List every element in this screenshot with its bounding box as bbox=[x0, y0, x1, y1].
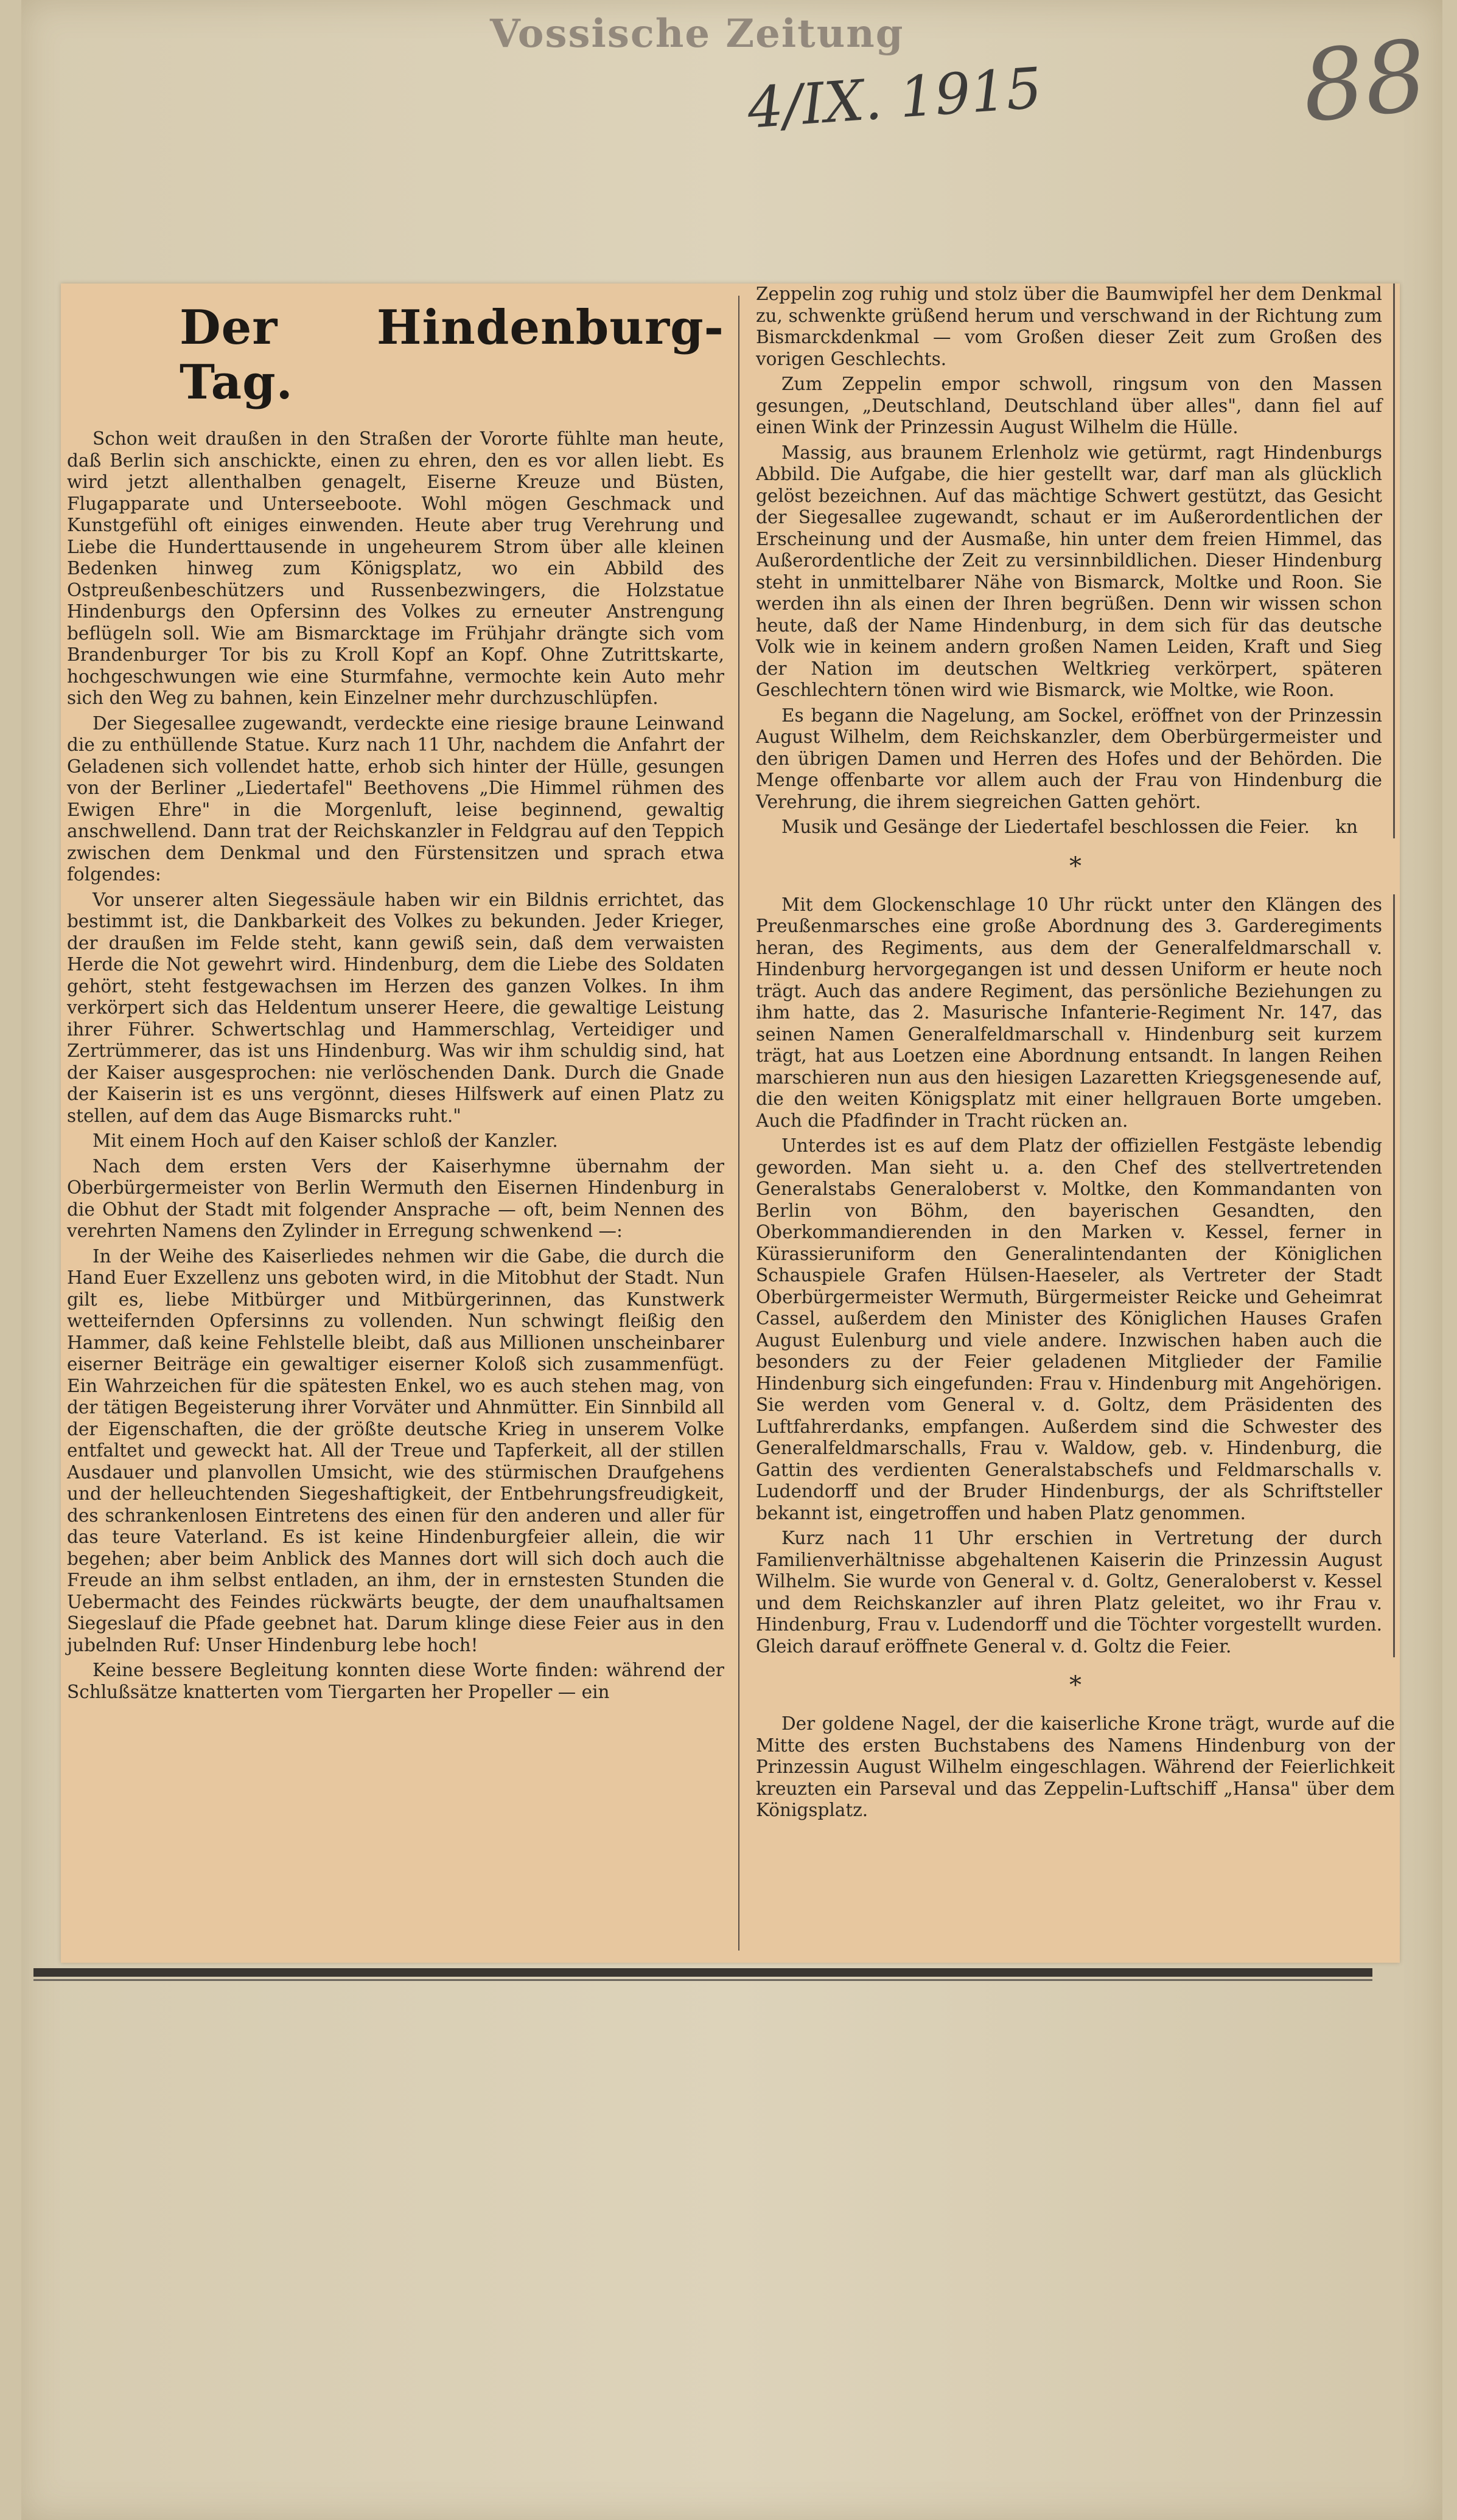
paragraph: Es begann die Nagelung, am Sockel, eröffnet von der Prinzessin August Wilhelm, dem Reichskanzler, dem Oberbürgermeister und den übrigen Damen und Herren des Hofes und der Behörden. Die Menge offenbarte vor allem auch der Frau von Hindenburg die Verehrung, die ihrem siegreichen Gatten gehört. bbox=[756, 705, 1382, 812]
paragraph: Zum Zeppelin empor schwoll, ringsum von den Massen gesungen, „Deutschland, Deutschland über alles", dann fiel auf einen Wink der Prinzessin August Wilhelm die Hülle. bbox=[756, 374, 1382, 437]
right-column bbox=[756, 284, 1395, 1957]
paragraph: Mit dem Glockenschlage 10 Uhr rückt unter den Klängen des Preußenmarsches eine große Abordnung des 3. Garderegiments heran, des Regiments, aus dem der Generalfeldmarschall v. Hindenburg hervorgegangen ist und dessen Uniform er heute noch trägt. Auch das andere Regiment, das persönliche Beziehungen zu ihm hatte, das 2. Masurische Infanterie-Regiment Nr. 147, das seinen Namen Generalfeldmarschall v. Hindenburg seit kurzem trägt, hat aus Loetzen eine Abordnung entsandt. In langen Reihen marschieren nun aus den hiesigen Lazaretten Kriegsgenesende auf, die den weiten Königsplatz mit einer hellgrauen Borte umgeben. Auch die Pfadfinder in Tracht rücken an. bbox=[756, 894, 1382, 1131]
right-block-continuation bbox=[756, 284, 1395, 838]
clipping-bottom-rule bbox=[33, 1968, 1372, 1977]
paragraph: Zeppelin zog ruhig und stolz über die Baumwipfel her dem Denkmal zu, schwenkte grüßend herum und verschwand in der Richtung zum Bismarckdenkmal — vom Großen dieser Zeit zum Großen des vorigen Geschlechts. bbox=[756, 284, 1382, 369]
section-separator: * bbox=[1069, 852, 1081, 880]
right-block-report bbox=[756, 894, 1395, 1658]
paragraph: Der Siegesallee zugewandt, verdeckte eine riesige braune Leinwand die zu enthüllende Statue. Kurz nach 11 Uhr, nachdem die Anfahrt der Geladenen sich vollendet hatte, erhob sich hinter der Hülle, gesungen von der Berliner „Liedertafel" Beethovens „Die Himmel rühmen des Ewigen Ehre" in die Morgenluft, leise beginnend, gewaltig anschwellend. Dann trat der Reichskanzler in Feldgrau auf den Teppich zwischen dem Denkmal und den Fürstensitzen und sprach etwa folgendes: bbox=[67, 712, 724, 885]
paragraph: Massig, aus braunem Erlenholz wie getürmt, ragt Hindenburgs Abbild. Die Aufgabe, die hier gestellt war, darf man als glücklich gelöst bezeichnen. Auf das mächtige Schwert gestützt, das Gesicht der Siegesallee zugewandt, schaut er im Außerordentlichen der Erscheinung und der Ausmaße, hin unter dem freien Himmel, das Außerordentliche der Zeit zu versinnbildlichen. Dieser Hindenburg steht in unmittelbarer Nähe von Bismarck, Moltke und Roon. Sie werden ihn als einen der Ihren begrüßen. Denn wir wissen schon heute, daß der Name Hindenburg, in dem sich für das deutsche Volk wie in keinem andern großen Namen Leiden, Kraft und Sieg der Nation im deutschen Weltkrieg verkörpert, späteren Geschlechtern tönen wird wie Bismarck, wie Moltke, wie Roon. bbox=[756, 442, 1382, 700]
newspaper-name-stamp: Vossische Zeitung bbox=[490, 11, 904, 57]
handwritten-date: 4/IX. 1915 bbox=[745, 55, 1044, 141]
right-block-closing bbox=[756, 1713, 1395, 1822]
paragraph: Nach dem ersten Vers der Kaiserhymne übernahm der Oberbürgermeister von Berlin Wermuth den Eisernen Hindenburg in die Obhut der Stadt mit folgender Ansprache — oft, beim Nennen des verehrten Namens den Zylinder in Erregung schwenkend —: bbox=[67, 1155, 724, 1241]
paragraph: In der Weihe des Kaiserliedes nehmen wir die Gabe, die durch die Hand Euer Exzellenz uns geboten wird, in die Mitobhut der Stadt. Nun gilt es, liebe Mitbürger und Mitbürgerinnen, das Kunstwerk wetteifernden Opfersinns zu vollenden. Nun schwingt fleißig den Hammer, daß keine Fehlstelle bleibt, daß aus Millionen unscheinbarer eiserner Beiträge ein gewaltiger eiserner Koloß sich zusammenfügt. Ein Wahrzeichen für die spätesten Enkel, wo es auch stehen mag, von der tätigen Begeisterung ihrer Vorväter und Ahnmütter. Ein Sinnbild all der Eigenschaften, die der größte deutsche Krieg in unserem Volke entfaltet und geweckt hat. All der Treue und Tapferkeit, all der stillen Ausdauer und planvollen Umsicht, wie des stürmischen Draufgehens und der helleuchtenden Siegeshaftigkeit, der Entbehrungsfreudigkeit, des schrankenlosen Eintretens des einen für den anderen und aller für das teure Vaterland. Es ist keine Hindenburgfeier allein, die wir begehen; aber beim Anblick des Mannes dort will sich doch auch die Freude an ihm selbst entladen, an ihm, der in ernstesten Stunden die Uebermacht des Feindes rückwärts beugte, der dem unaufhaltsamen Siegeslauf die Pfade geebnet hat. Darum klinge diese Feier aus in den jubelnden Ruf: Unser Hindenburg lebe hoch! bbox=[67, 1245, 724, 1655]
paragraph: Vor unserer alten Siegessäule haben wir ein Bildnis errichtet, das bestimmt ist, die Dankbarkeit des Volkes zu bekunden. Jeder Krieger, der draußen im Felde steht, kann gewiß sein, daß dem verwaisten Herde die Not gewehrt wird. Hindenburg, dem die Liebe des Soldaten gehört, steht festgewachsen im Herzen des ganzen Volkes. In ihm verkörpert sich das Heldentum unserer Heere, die gewaltige Leistung ihrer Führer. Schwertschlag und Hammerschlag, Verteidiger und Zertrümmerer, das ist uns Hindenburg. Was wir ihm schuldig sind, hat der Kaiser ausgesprochen: nie verlöschenden Dank. Durch die Gnade der Kaiserin ist es uns vergönnt, dieses Hilfswerk auf einen Platz zu stellen, auf dem das Auge Bismarcks ruht." bbox=[67, 889, 724, 1126]
left-column bbox=[67, 284, 724, 1957]
paragraph: Mit einem Hoch auf den Kaiser schloß der Kanzler. bbox=[93, 1130, 558, 1151]
paragraph: Unterdes ist es auf dem Platz der offiziellen Festgäste lebendig geworden. Man sieht u. a. den Chef des stellvertretenden Generalstabs Generaloberst v. Moltke, den Kommandanten von Berlin von Böhm, den bayerischen Gesandten, den Oberkommandierenden in den Marken v. Kessel, ferner in Kürassieruniform den Generalintendanten der Königlichen Schauspiele Grafen Hülsen-Haeseler, als Vertreter der Stadt Oberbürgermeister Wermuth, Bürgermeister Reicke und Geheimrat Cassel, außerdem den Minister des Königlichen Hauses Grafen August Eulenburg und viele andere. Inzwischen haben auch die besonders zu der Feier geladenen Mitglieder der Familie Hindenburg sich eingefunden: Frau v. Hindenburg mit Angehörigen. Sie werden vom General v. d. Goltz, dem Präsidenten des Luftfahrerdanks, empfangen. Außerdem sind die Schwester des Generalfeldmarschalls, Frau v. Waldow, geb. v. Hindenburg, die Gattin des verdienten Generalstabschefs und Feldmarschalls v. Ludendorff und der Bruder Hindenburgs, der als Schriftsteller bekannt ist, eingetroffen und haben Platz genommen. bbox=[756, 1135, 1382, 1523]
paragraph: Keine bessere Begleitung konnten diese Worte finden: während der Schlußsätze knatterten vom Tiergarten her Propeller — ein bbox=[67, 1660, 724, 1702]
paragraph: Schon weit draußen in den Straßen der Vororte fühlte man heute, daß Berlin sich anschickte, einen zu ehren, den es vor allen liebt. Es wird jetzt allenthalben genagelt, Eiserne Kreuze und Büsten, Flugapparate und Unterseeboote. Wohl mögen Geschmack und Kunstgefühl oft einiges einwenden. Heute aber trug Verehrung und Liebe die Hunderttausende in ungeheurem Strom über alle kleinen Bedenken hinweg zum Königsplatz, wo ein Abbild des Ostpreußenbeschützers und Russenbezwingers, die Holzstatue Hindenburgs den Opfersinn des Volkes zu erneuter Anstrengung beflügeln soll. Wie am Bismarcktage im Frühjahr drängte sich vom Brandenburger Tor bis zu Kroll Kopf an Kopf. Ohne Zutrittskarte, hochgeschwungen wie eine Sturmfahne, vermochte kein Auto mehr sich den Weg zu bahnen, kein Einzelner mehr durchzuschlüpfen. bbox=[67, 428, 724, 708]
handwritten-page-number: 88 bbox=[1296, 18, 1432, 145]
newspaper-clipping bbox=[61, 284, 1400, 1963]
column-divider bbox=[738, 296, 739, 1951]
section-separator-2: * bbox=[1069, 1671, 1081, 1699]
closing-sentence: Musik und Gesänge der Liedertafel beschlossen die Feier. bbox=[781, 816, 1310, 837]
author-signature: kn bbox=[1335, 816, 1358, 837]
article-headline: Der Hindenburg-Tag. bbox=[180, 300, 724, 410]
paragraph: Kurz nach 11 Uhr erschien in Vertretung der durch Familienverhältnisse abgehaltenen Kaiserin die Prinzessin August Wilhelm. Sie wurde von General v. d. Goltz, Generaloberst v. Kessel und dem Reichskanzler auf ihren Platz geleitet, wo ihr Frau v. Hindenburg, Frau v. Ludendorff und die Töchter vorgestellt wurden. Gleich darauf eröffnete General v. d. Goltz die Feier. bbox=[756, 1528, 1382, 1657]
paragraph: Der goldene Nagel, der die kaiserliche Krone trägt, wurde auf die Mitte des ersten Buchstabens des Namens Hindenburg von der Prinzessin August Wilhelm eingeschlagen. Während der Feierlichkeit kreuzten ein Parseval und das Zeppelin-Luftschiff „Hansa" über dem Königsplatz. bbox=[756, 1713, 1395, 1820]
paragraph bbox=[756, 816, 1382, 838]
clipping-bottom-rule-thin bbox=[33, 1979, 1372, 1981]
